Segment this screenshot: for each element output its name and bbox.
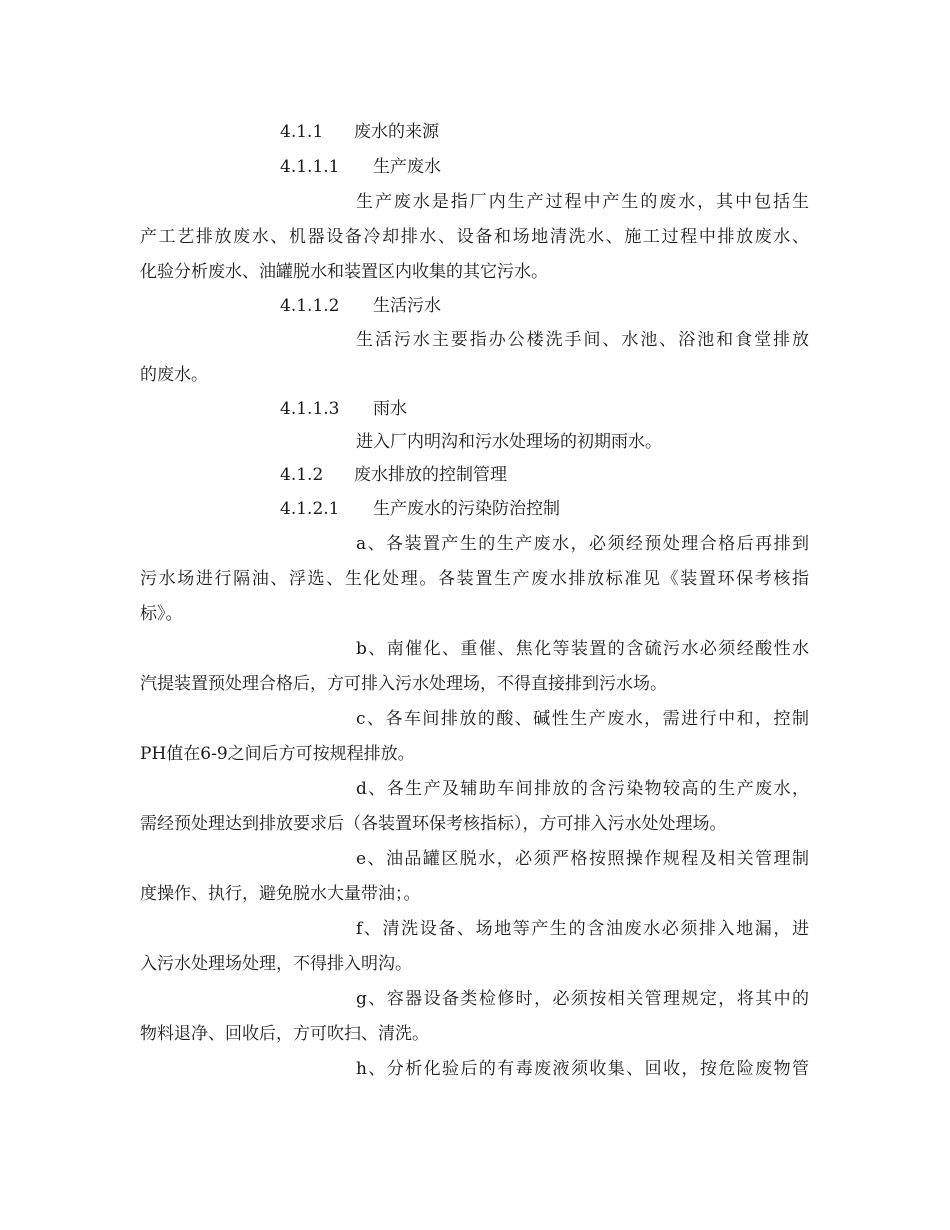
- list-item-line: g、容器设备类检修时，必须按相关管理规定，将其中的: [356, 989, 809, 1009]
- paragraph-line: 进入厂内明沟和污水处理场的初期雨水。: [356, 432, 662, 452]
- list-item-line: f、清洗设备、场地等产生的含油废水必须排入地漏，进: [356, 919, 809, 939]
- list-item-line: 需经预处理达到排放要求后（各装置环保考核指标），方可排入污水处处理场。: [140, 814, 727, 834]
- section-number: 4.1.1.3: [280, 399, 340, 419]
- paragraph-line: 的废水。: [140, 365, 208, 385]
- list-item-line: 标》。: [140, 604, 183, 624]
- section-title: 生产废水: [373, 157, 441, 177]
- section-heading-4-1-2-1: [280, 499, 680, 519]
- section-number: 4.1.2.1: [280, 499, 340, 519]
- section-number: 4.1.2: [280, 465, 324, 485]
- list-item-line: b、南催化、重催、焦化等装置的含硫污水必须经酸性水: [356, 639, 809, 659]
- paragraph-line: 产工艺排放废水、机器设备冷却排水、设备和场地清洗水、施工过程中排放废水、: [140, 227, 809, 247]
- list-item-line: PH值在6-9之间后方可按规程排放。: [140, 744, 415, 764]
- list-item-line: e、油品罐区脱水，必须严格按照操作规程及相关管理制: [356, 849, 809, 869]
- list-item-line: 入污水处理场处理，不得排入明沟。: [140, 954, 412, 974]
- section-title: 废水的来源: [354, 122, 439, 142]
- section-heading-4-1-1-3: [280, 399, 680, 419]
- list-item-line: 污水场进行隔油、浮选、生化处理。各装置生产废水排放标准见《装置环保考核指: [140, 569, 809, 589]
- section-title: 生产废水的污染防治控制: [373, 499, 560, 519]
- section-number: 4.1.1: [280, 122, 324, 142]
- list-item-line: d、各生产及辅助车间排放的含污染物较高的生产废水，: [356, 779, 809, 799]
- list-item-line: h、分析化验后的有毒废液须收集、回收，按危险废物管: [356, 1059, 809, 1079]
- paragraph-line: 化验分析废水、油罐脱水和装置区内收集的其它污水。: [140, 262, 548, 282]
- section-title: 雨水: [373, 399, 407, 419]
- list-item-line: 物料退净、回收后，方可吹扫、清洗。: [140, 1024, 429, 1044]
- paragraph-line: 生活污水主要指办公楼洗手间、水池、浴池和食堂排放: [356, 330, 809, 350]
- section-number: 4.1.1.1: [280, 157, 340, 177]
- paragraph-line: 生产废水是指厂内生产过程中产生的废水，其中包括生: [356, 192, 809, 212]
- section-heading-4-1-1-2: [280, 296, 680, 316]
- section-heading-4-1-1: [280, 122, 680, 142]
- list-item-line: 汽提装置预处理合格后，方可排入污水处理场，不得直接排到污水场。: [140, 674, 667, 694]
- section-heading-4-1-2: [280, 465, 680, 485]
- section-title: 废水排放的控制管理: [354, 465, 507, 485]
- section-heading-4-1-1-1: [280, 157, 680, 177]
- list-item-line: a、各装置产生的生产废水，必须经预处理合格后再排到: [356, 534, 809, 554]
- list-item-line: 度操作、执行，避免脱水大量带油；。: [140, 884, 421, 904]
- section-title: 生活污水: [373, 296, 441, 316]
- list-item-line: c、各车间排放的酸、碱性生产废水，需进行中和，控制: [356, 709, 809, 729]
- section-number: 4.1.1.2: [280, 296, 340, 316]
